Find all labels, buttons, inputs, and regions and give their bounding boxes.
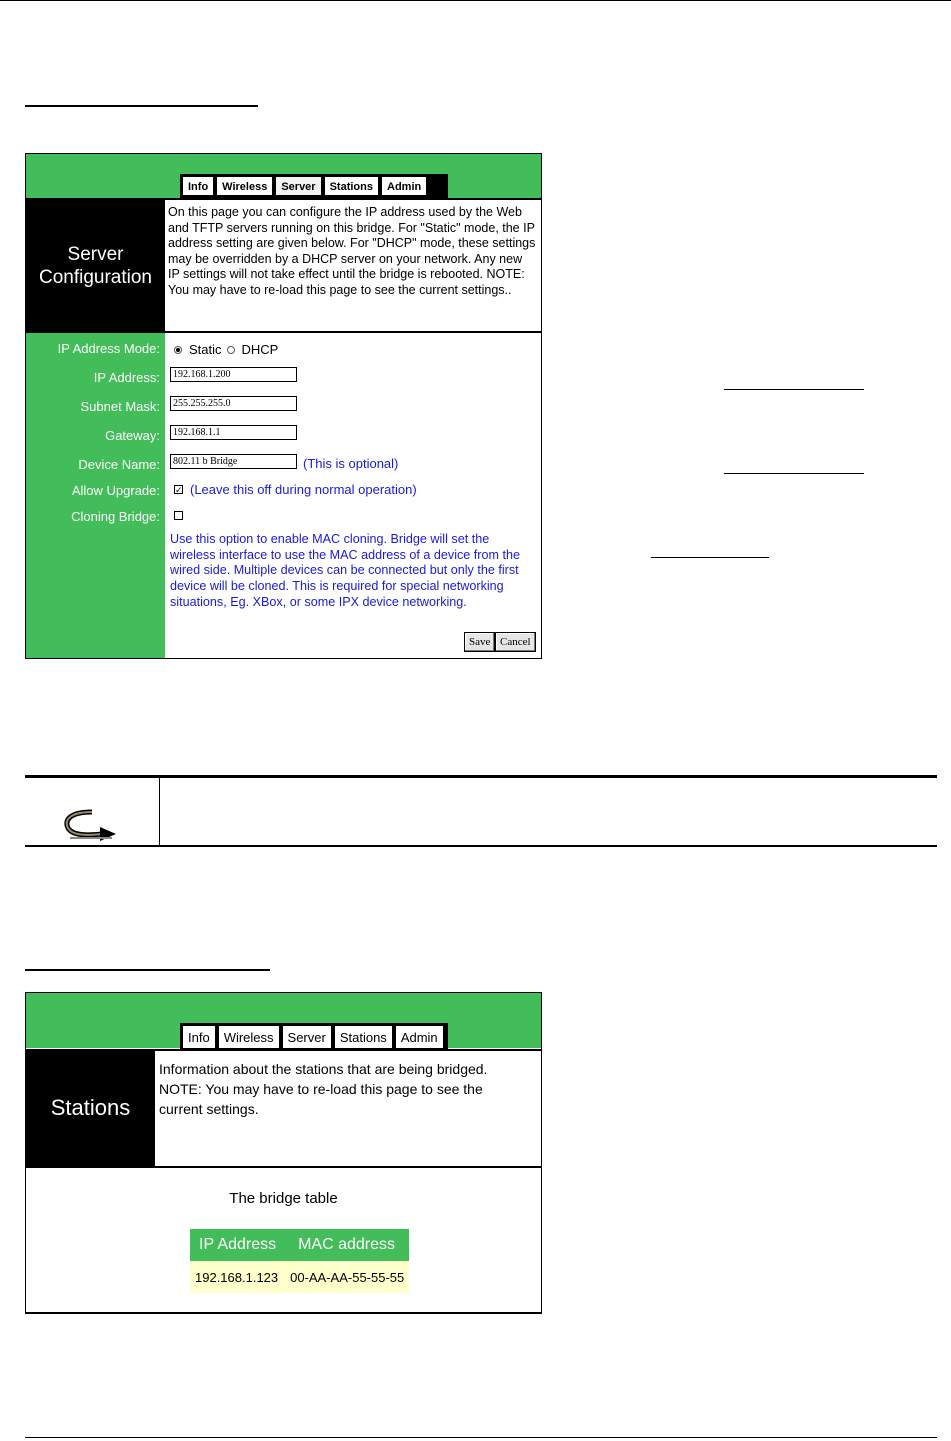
tab-stations[interactable]: Stations bbox=[334, 1025, 393, 1049]
save-button[interactable]: Save bbox=[464, 632, 495, 652]
ip-mode-label: IP Address Mode: bbox=[57, 341, 160, 356]
note-box bbox=[25, 775, 937, 847]
page-title-block bbox=[26, 198, 165, 333]
tab-admin[interactable]: Admin bbox=[381, 176, 427, 196]
device-name-hint: (This is optional) bbox=[303, 456, 399, 471]
column-header: IP Address bbox=[199, 1236, 277, 1253]
cancel-button[interactable]: Cancel bbox=[495, 632, 536, 652]
description-line: Information about the stations that are being bridged. bbox=[159, 1061, 488, 1077]
cloning-bridge-label: Cloning Bridge: bbox=[71, 509, 160, 524]
subnet-mask-label: Subnet Mask: bbox=[80, 399, 160, 414]
tab-server[interactable]: Server bbox=[275, 176, 321, 196]
curved-arrow-icon bbox=[62, 808, 120, 847]
page-top-rule bbox=[0, 0, 951, 1]
page-title-block bbox=[26, 1049, 155, 1168]
static-radio-label: Static bbox=[189, 342, 222, 357]
tab-server[interactable]: Server bbox=[282, 1025, 332, 1049]
description-box bbox=[155, 1049, 541, 1168]
static-radio[interactable] bbox=[174, 346, 182, 354]
ip-address-field[interactable]: 192.168.1.200 bbox=[170, 367, 297, 382]
cloning-help-text: Use this option to enable MAC cloning. Bridge will set the wireless interface to use the MAC address of a device from the wired side. Multiple devices can be connected but only the first device will be cloned. This is required for special networking situations, Eg. XBox, or some IPX device networking. bbox=[170, 532, 520, 609]
tab-admin[interactable]: Admin bbox=[395, 1025, 444, 1049]
table-caption: The bridge table bbox=[229, 1190, 338, 1207]
column-header: MAC address bbox=[298, 1236, 396, 1253]
description-text: On this page you can configure the IP address used by the Web and TFTP servers running on this bridge. For "Static" mode, the IP address setting are given below. For "DHCP" mode, these settings may be overridden by a DHCP server on your network. Any new IP settings will not take effect until the bridge is rebooted. NOTE: You may have to re-load this page to see the current settings.. bbox=[168, 205, 536, 297]
tab-wireless[interactable]: Wireless bbox=[216, 176, 273, 196]
dhcp-radio-label: DHCP bbox=[241, 342, 279, 357]
description-text bbox=[159, 1059, 529, 1119]
ip-address-label: IP Address: bbox=[93, 370, 160, 385]
tab-info[interactable]: Info bbox=[182, 1025, 216, 1049]
description-box bbox=[165, 198, 541, 333]
description-line: NOTE: You may have to re-load this page to see the current settings. bbox=[159, 1081, 483, 1117]
page-bottom-rule bbox=[25, 1437, 937, 1438]
table-cell: 00-AA-AA-55-55-55 bbox=[290, 1269, 405, 1285]
gateway-label: Gateway: bbox=[105, 428, 160, 443]
table-row bbox=[190, 1261, 409, 1293]
page-title-line2: Configuration bbox=[38, 267, 153, 288]
section-heading-underline bbox=[25, 969, 270, 971]
tab-wireless[interactable]: Wireless bbox=[218, 1025, 280, 1049]
allow-upgrade-label: Allow Upgrade: bbox=[71, 483, 160, 498]
underline-mark bbox=[651, 557, 769, 558]
nav-tabs bbox=[180, 174, 448, 198]
device-name-label: Device Name: bbox=[78, 457, 160, 472]
table-cell: 192.168.1.123 bbox=[195, 1269, 279, 1285]
underline-mark bbox=[724, 473, 864, 474]
nav-tabs bbox=[180, 1023, 448, 1049]
note-divider bbox=[159, 778, 160, 845]
cloning-bridge-checkbox[interactable] bbox=[174, 511, 183, 520]
page-title-line1: Server bbox=[67, 244, 124, 265]
gateway-field[interactable]: 192.168.1.1 bbox=[170, 425, 297, 440]
device-name-field[interactable]: 802.11 b Bridge bbox=[170, 454, 297, 469]
tab-stations[interactable]: Stations bbox=[324, 176, 379, 196]
server-config-panel bbox=[25, 153, 542, 659]
bridge-table bbox=[190, 1229, 409, 1293]
section-heading-underline bbox=[25, 105, 258, 107]
underline-mark bbox=[724, 389, 864, 390]
dhcp-radio[interactable] bbox=[227, 346, 235, 354]
tab-info[interactable]: Info bbox=[182, 176, 214, 196]
ip-mode-radio-group bbox=[174, 342, 278, 357]
stations-panel bbox=[25, 992, 542, 1314]
subnet-mask-field[interactable]: 255.255.255.0 bbox=[170, 396, 297, 411]
allow-upgrade-checkbox[interactable]: ✓ bbox=[175, 485, 183, 495]
table-header-row bbox=[190, 1229, 409, 1261]
allow-upgrade-hint: (Leave this off during normal operation) bbox=[190, 482, 417, 497]
page-title: Stations bbox=[50, 1095, 131, 1120]
page-title bbox=[26, 243, 165, 289]
